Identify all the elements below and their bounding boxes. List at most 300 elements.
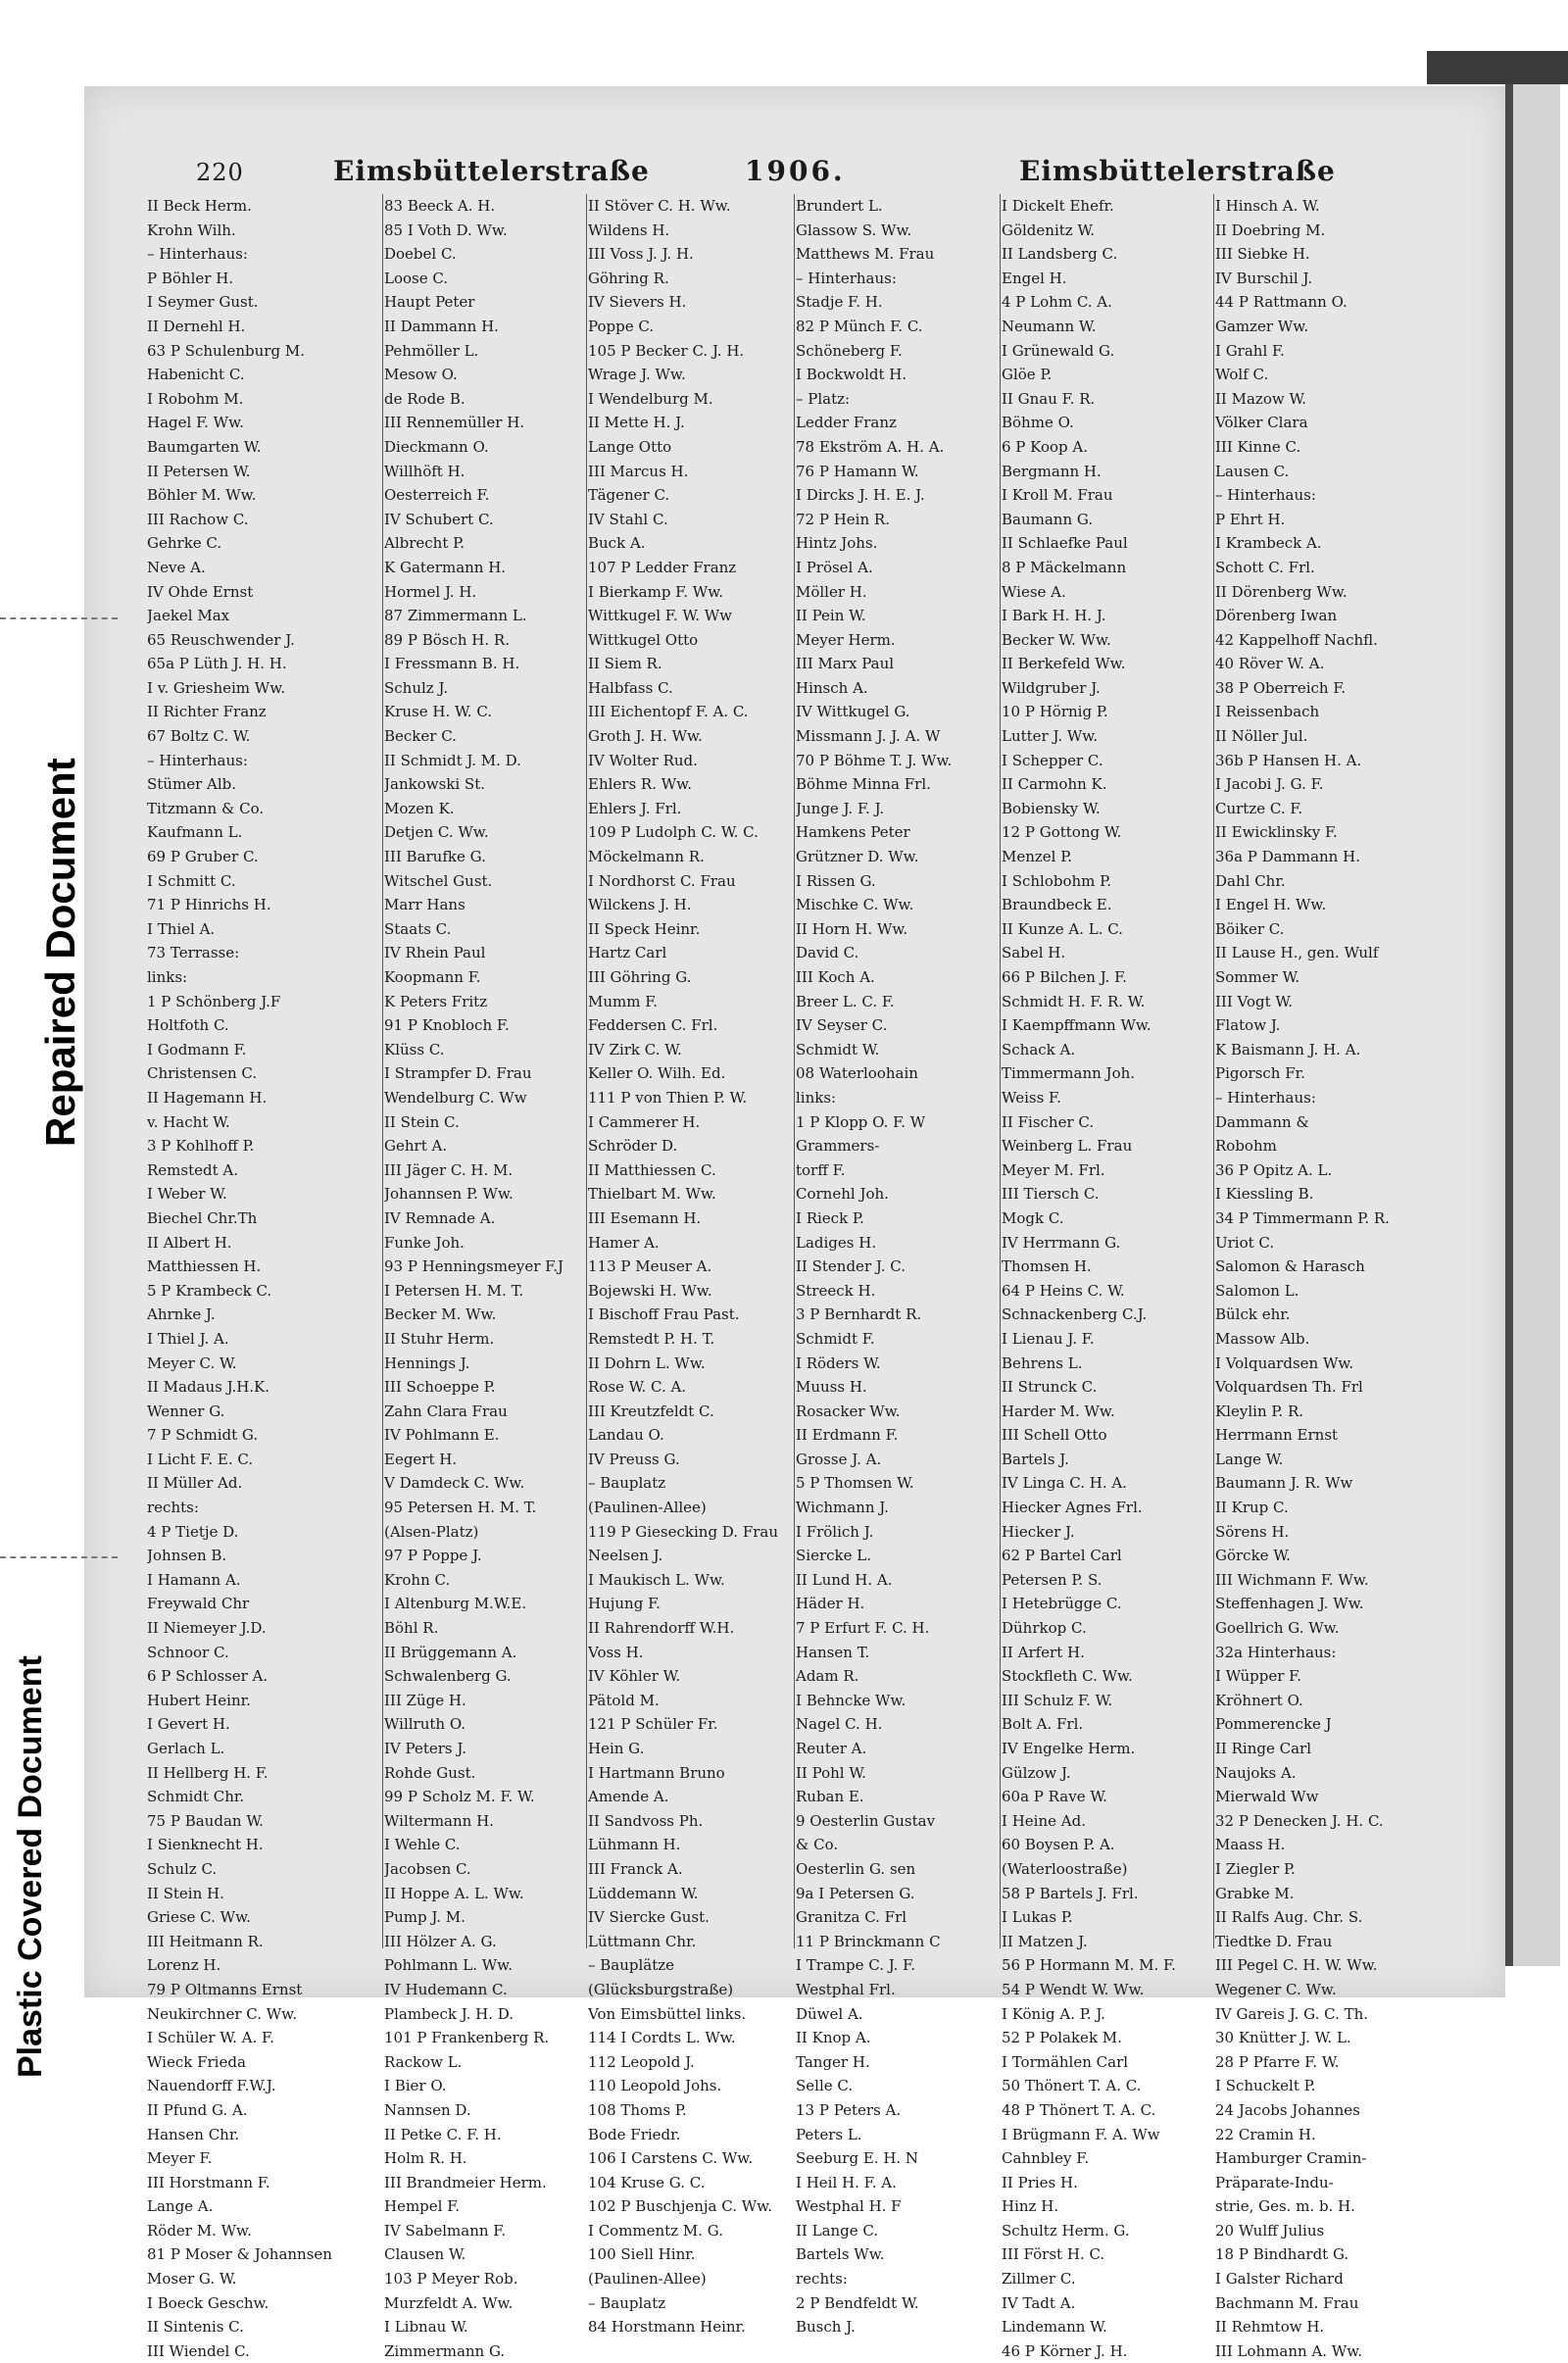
directory-entry: 1 P Schönberg J.F [147, 992, 281, 1010]
directory-entry: 18 P Bindhardt G. [1215, 2245, 1349, 2264]
directory-entry: 08 Waterloohain [796, 1064, 918, 1083]
directory-entry: Nannsen D. [384, 2100, 471, 2119]
directory-entry: I Hinsch A. W. [1215, 197, 1320, 215]
directory-entry: 62 P Bartel Carl [1002, 1547, 1122, 1565]
directory-entry: I Bierkamp F. Ww. [588, 582, 724, 601]
directory-entry: Nauendorff F.W.J. [147, 2077, 276, 2095]
directory-entry: – Hinterhaus: [147, 751, 248, 769]
directory-entry: I Altenburg M.W.E. [384, 1595, 527, 1613]
directory-entry: I Heine Ad. [1002, 1811, 1086, 1830]
directory-entry: Willruth O. [384, 1715, 466, 1734]
directory-entry: II Arfert H. [1002, 1643, 1085, 1661]
directory-entry: Rose W. C. A. [588, 1378, 687, 1397]
directory-entry: Wildgruber J. [1002, 678, 1101, 697]
directory-entry: I Bier O. [384, 2077, 447, 2095]
directory-entry: Bartels J. [1002, 1450, 1069, 1468]
directory-entry: II Nöller Jul. [1215, 727, 1308, 746]
directory-entry: & Co. [796, 1836, 839, 1854]
directory-entry: III Först H. C. [1002, 2245, 1105, 2264]
directory-entry: Göhring R. [588, 269, 669, 287]
directory-entry: Sommer W. [1215, 968, 1300, 986]
directory-entry: 66 P Bilchen J. F. [1002, 968, 1127, 986]
directory-entry: I Rissen G. [796, 871, 876, 890]
directory-entry: II Brüggemann A. [384, 1643, 517, 1661]
directory-entry: III Züge H. [384, 1691, 466, 1709]
directory-entry: Keller O. Wilh. Ed. [588, 1064, 726, 1083]
directory-entry: I Godmann F. [147, 1040, 247, 1058]
directory-entry: 103 P Meyer Rob. [384, 2270, 518, 2289]
dashed-marker-bottom [0, 1556, 118, 1558]
directory-entry: IV Hudemann C. [384, 1980, 508, 1998]
directory-entry: I Ziegler P. [1215, 1859, 1296, 1878]
directory-entry: Bergmann H. [1002, 462, 1102, 480]
directory-entry: Behrens L. [1002, 1354, 1083, 1372]
directory-entry: 13 P Peters A. [796, 2100, 902, 2119]
directory-entry: 5 P Thomsen W. [796, 1474, 914, 1493]
directory-entry: Neelsen J. [588, 1547, 663, 1565]
directory-entry: 102 P Buschjenja C. Ww. [588, 2197, 772, 2216]
directory-entry: Hinsch A. [796, 678, 868, 697]
directory-entry: I Heil H. F. A. [796, 2173, 897, 2191]
directory-entry: III Lohmann A. Ww. [1215, 2341, 1363, 2360]
directory-entry: Meyer M. Frl. [1002, 1160, 1105, 1179]
directory-entry: I Grahl F. [1215, 341, 1285, 360]
directory-entry: Wrage J. Ww. [588, 366, 686, 384]
directory-entry: strie, Ges. m. b. H. [1215, 2197, 1355, 2216]
directory-entry: III Siebke H. [1215, 245, 1310, 264]
directory-entry: Kruse H. W. C. [384, 703, 493, 721]
directory-entry: Mumm F. [588, 992, 659, 1010]
directory-entry: II Mazow W. [1215, 389, 1307, 408]
directory-entry: 79 P Oltmanns Ernst [147, 1980, 303, 1998]
directory-entry: I Fressmann B. H. [384, 655, 520, 673]
directory-entry: II Stöver C. H. Ww. [588, 197, 731, 215]
directory-entry: III Hölzer A. G. [384, 1932, 497, 1950]
directory-entry: Ledder Franz [796, 414, 897, 432]
directory-entry: Lange Otto [588, 437, 672, 456]
directory-entry: III Kinne C. [1215, 437, 1301, 456]
directory-entry: Adam R. [796, 1667, 859, 1686]
directory-entry: II Dohrn L. Ww. [588, 1354, 706, 1372]
directory-entry: I Schmitt C. [147, 871, 236, 890]
page-edge-dark [1505, 84, 1513, 1966]
directory-entry: 36b P Hansen H. A. [1215, 751, 1362, 769]
directory-entry: 109 P Ludolph C. W. C. [588, 823, 759, 842]
directory-entry: Jankowski St. [384, 775, 486, 794]
directory-entry: Schmidt F. [796, 1329, 875, 1348]
directory-entry: Holtfoth C. [147, 1016, 229, 1035]
directory-entry: Murzfeldt A. Ww. [384, 2293, 514, 2312]
directory-entry: Hennings J. [384, 1354, 470, 1372]
directory-entry: I v. Griesheim Ww. [147, 678, 286, 697]
directory-entry: Breer L. C. F. [796, 992, 895, 1010]
directory-entry: P Ehrt H. [1215, 510, 1286, 528]
directory-entry: Hartz Carl [588, 944, 667, 962]
directory-entry: I Petersen H. M. T. [384, 1281, 524, 1300]
directory-entry: Habenicht C. [147, 366, 245, 384]
directory-entry: Hiecker J. [1002, 1522, 1075, 1541]
directory-entry: K Gatermann H. [384, 558, 507, 576]
directory-entry: III Marx Paul [796, 655, 895, 673]
directory-entry: 58 P Bartels J. Frl. [1002, 1884, 1139, 1902]
directory-entry: II Berkefeld Ww. [1002, 655, 1126, 673]
directory-entry: Matthews M. Frau [796, 245, 935, 264]
directory-entry: Christensen C. [147, 1064, 258, 1083]
directory-entry: IV Ohde Ernst [147, 582, 254, 601]
directory-entry: Wilckens J. H. [588, 896, 692, 914]
directory-entry: I Sienknecht H. [147, 1836, 264, 1854]
directory-entry: Tägener C. [588, 486, 670, 505]
directory-entry: Baumann J. R. Ww [1215, 1474, 1353, 1493]
directory-entry: 44 P Rattmann O. [1215, 293, 1348, 312]
directory-entry: Halbfass C. [588, 678, 673, 697]
directory-entry: IV Wittkugel G. [796, 703, 910, 721]
directory-entry: 93 P Henningsmeyer F.J [384, 1257, 564, 1276]
directory-entry: Cornehl Joh. [796, 1185, 889, 1204]
directory-entry: 71 P Hinrichs H. [147, 896, 271, 914]
directory-entry: IV Stahl C. [588, 510, 668, 528]
directory-entry: Junge J. F. J. [796, 799, 885, 817]
directory-entry: Dörenberg Iwan [1215, 607, 1338, 625]
directory-entry: I Lienau J. F. [1002, 1329, 1095, 1348]
directory-entry: Grammers- [796, 1137, 880, 1156]
directory-entry: – Bauplatz [588, 1474, 666, 1493]
directory-entry: – Bauplatz [588, 2293, 666, 2312]
directory-entry: II Müller Ad. [147, 1474, 243, 1493]
directory-entry: IV Burschil J. [1215, 269, 1313, 287]
directory-entry: 84 Horstmann Heinr. [588, 2318, 746, 2337]
directory-entry: Peters L. [796, 2125, 862, 2143]
directory-entry: I Trampe C. J. F. [796, 1956, 915, 1975]
directory-entry: 65 Reuschwender J. [147, 630, 295, 649]
directory-entry: rechts: [796, 2270, 848, 2289]
directory-entry: Hamburger Cramin- [1215, 2149, 1367, 2168]
directory-entry: Nagel C. H. [796, 1715, 883, 1734]
directory-entry: II Gnau F. R. [1002, 389, 1096, 408]
directory-entry: Witschel Gust. [384, 871, 493, 890]
directory-entry: Volquardsen Th. Frl [1215, 1378, 1363, 1397]
directory-entry: 20 Wulff Julius [1215, 2221, 1325, 2240]
directory-entry: II Doebring M. [1215, 221, 1326, 239]
directory-entry: Oesterreich F. [384, 486, 490, 505]
directory-entry: Holm R. H. [384, 2149, 467, 2168]
directory-entry: 65a P Lüth J. H. H. [147, 655, 287, 673]
directory-entry: 91 P Knobloch F. [384, 1016, 510, 1035]
directory-entry: Remstedt P. H. T. [588, 1329, 715, 1348]
directory-entry: P Böhler H. [147, 269, 234, 287]
directory-entry: Haupt Peter [384, 293, 475, 312]
directory-entry: Harder M. Ww. [1002, 1402, 1115, 1420]
directory-entry: Hamer A. [588, 1233, 660, 1252]
directory-entry: Plambeck J. H. D. [384, 2004, 514, 2023]
directory-entry: IV Peters J. [384, 1740, 466, 1757]
directory-entry: II Ralfs Aug. Chr. S. [1215, 1908, 1363, 1927]
directory-entry: Lühmann H. [588, 1836, 681, 1854]
directory-entry: 10 P Hörnig P. [1002, 703, 1108, 721]
directory-entry: Lange W. [1215, 1450, 1284, 1468]
directory-entry: Lutter J. Ww. [1002, 727, 1099, 746]
directory-entry: III Horstmann F. [147, 2173, 270, 2191]
directory-entry: I Volquardsen Ww. [1215, 1354, 1354, 1372]
directory-entry: Krohn Wilh. [147, 221, 236, 239]
directory-entry: Muuss H. [796, 1378, 867, 1397]
directory-entry: II Schlaefke Paul [1002, 534, 1128, 553]
directory-entry: Mierwald Ww [1215, 1788, 1319, 1806]
directory-entry: Böhme Minna Frl. [796, 775, 931, 794]
directory-entry: 9a I Petersen G. [796, 1884, 915, 1902]
directory-entry: Meyer C. W. [147, 1354, 237, 1372]
directory-entry: 112 Leopold J. [588, 2052, 695, 2071]
directory-entry: III Kreutzfeldt C. [588, 1402, 714, 1420]
directory-entry: 1 P Klopp O. F. W [796, 1112, 926, 1131]
directory-entry: II Kunze A. L. C. [1002, 919, 1123, 938]
directory-entry: II Krup C. [1215, 1499, 1289, 1517]
directory-entry: Lüttmann Chr. [588, 1932, 697, 1950]
directory-entry: Westphal H. F [796, 2197, 902, 2216]
directory-column-5 [1002, 194, 1215, 2363]
directory-entry: II Fischer C. [1002, 1112, 1095, 1131]
directory-entry: Schnoor C. [147, 1643, 229, 1661]
directory-entry: I Schepper C. [1002, 751, 1103, 769]
directory-entry: Westphal Frl. [796, 1980, 896, 1998]
directory-entry: Hiecker Agnes Frl. [1002, 1499, 1143, 1517]
directory-entry: 76 P Hamann W. [796, 462, 919, 480]
directory-entry: II Ewicklinsky F. [1215, 823, 1338, 842]
directory-entry: links: [147, 968, 188, 986]
directory-entry: Pump J. M. [384, 1908, 466, 1927]
directory-entry: I Hetebrügge C. [1002, 1595, 1122, 1613]
directory-entry: Brundert L. [796, 197, 883, 215]
directory-entry: Thomsen H. [1002, 1257, 1092, 1276]
directory-entry: I Prösel A. [796, 558, 873, 576]
directory-entry: – Hinterhaus: [147, 245, 248, 264]
directory-entry: Wittkugel Otto [588, 630, 699, 649]
repaired-document-label: Repaired Document [37, 758, 83, 1147]
directory-entry: I Schlobohm P. [1002, 871, 1111, 890]
directory-entry: 121 P Schüler Fr. [588, 1715, 718, 1734]
directory-entry: Moser G. W. [147, 2270, 237, 2289]
directory-entry: I Weber W. [147, 1185, 227, 1204]
directory-entry: 60 Boysen P. A. [1002, 1836, 1115, 1854]
directory-entry: III Schulz F. W. [1002, 1691, 1113, 1709]
directory-entry: Sabel H. [1002, 944, 1066, 962]
directory-entry: Herrmann Ernst [1215, 1426, 1339, 1445]
directory-entry: Gamzer Ww. [1215, 317, 1309, 335]
directory-entry: Becker C. [384, 727, 457, 746]
directory-entry: Engel H. [1002, 269, 1067, 287]
directory-entry: Glassow S. Ww. [796, 221, 912, 239]
directory-entry: Loose C. [384, 269, 449, 287]
directory-entry: II Stender J. C. [796, 1257, 906, 1276]
directory-entry: IV Wolter Rud. [588, 751, 698, 769]
directory-entry: III Vogt W. [1215, 992, 1293, 1010]
directory-entry: III Franck A. [588, 1859, 683, 1878]
directory-entry: (Paulinen-Allee) [588, 1499, 707, 1517]
directory-entry: Gerlach L. [147, 1740, 225, 1757]
directory-entry: I Wehle C. [384, 1836, 461, 1854]
directory-entry: 11 P Brinckmann C [796, 1932, 941, 1950]
directory-entry: Hempel F. [384, 2197, 461, 2216]
directory-entry: – Platz: [796, 389, 851, 408]
directory-entry: II Petersen W. [147, 462, 251, 480]
directory-column-2 [384, 194, 588, 2363]
plastic-covered-label: Plastic Covered Document [12, 1655, 49, 2078]
directory-entry: 56 P Hormann M. M. F. [1002, 1956, 1176, 1975]
directory-entry: Kleylin P. R. [1215, 1402, 1304, 1420]
directory-entry: Salomon & Harasch [1215, 1257, 1365, 1276]
directory-entry: Wildens H. [588, 221, 670, 239]
directory-entry: I Jacobi J. G. F. [1215, 775, 1324, 794]
directory-entry: IV Schubert C. [384, 510, 494, 528]
directory-entry: I Boeck Geschw. [147, 2293, 270, 2312]
directory-entry: I Hamann A. [147, 1570, 241, 1589]
directory-entry: Wiltermann H. [384, 1811, 494, 1830]
directory-entry: II Stuhr Herm. [384, 1329, 495, 1348]
directory-entry: Schott C. Frl. [1215, 558, 1315, 576]
directory-entry: I Krambeck A. [1215, 534, 1322, 553]
directory-entry: Schöneberg F. [796, 341, 903, 360]
directory-entry: Schultz Herm. G. [1002, 2221, 1130, 2240]
directory-entry: Dieckmann O. [384, 437, 489, 456]
directory-entry: Hamkens Peter [796, 823, 910, 842]
directory-entry: Salomon L. [1215, 1281, 1299, 1300]
directory-entry: Meyer F. [147, 2149, 213, 2168]
directory-entry: Petersen P. S. [1002, 1570, 1102, 1589]
directory-entry: II Horn H. Ww. [796, 919, 908, 938]
directory-entry: Schmidt H. F. R. W. [1002, 992, 1146, 1010]
directory-entry: III Barufke G. [384, 848, 486, 866]
directory-entry: II Petke C. F. H. [384, 2125, 502, 2143]
directory-entry: Bobiensky W. [1002, 799, 1101, 817]
directory-entry: Wieck Frieda [147, 2052, 246, 2071]
directory-entry: III Koch A. [796, 968, 875, 986]
directory-entry: Grützner D. Ww. [796, 848, 919, 866]
directory-entry: Böiker C. [1215, 919, 1285, 938]
directory-entry: 36a P Dammann H. [1215, 848, 1360, 866]
directory-entry: Pommerencke J [1215, 1715, 1332, 1734]
directory-entry: Timmermann Joh. [1002, 1064, 1136, 1083]
directory-entry: 48 P Thönert T. A. C. [1002, 2100, 1156, 2119]
directory-entry: Glöe P. [1002, 366, 1053, 384]
directory-entry: Dammann & [1215, 1112, 1309, 1131]
directory-entry: Rohde Gust. [384, 1763, 476, 1782]
directory-entry: Remstedt A. [147, 1160, 238, 1179]
directory-entry: Röder M. Ww. [147, 2221, 252, 2240]
directory-entry: Massow Alb. [1215, 1329, 1310, 1348]
directory-entry: Gülzow J. [1002, 1763, 1071, 1782]
directory-entry: Pigorsch Fr. [1215, 1064, 1305, 1083]
directory-entry: IV Engelke Herm. [1002, 1740, 1136, 1757]
directory-entry: II Stein H. [147, 1884, 224, 1902]
directory-entry: II Pfund G. A. [147, 2100, 248, 2119]
directory-entry: I Tormählen Carl [1002, 2052, 1129, 2071]
scanner-corner-bar [1427, 51, 1568, 84]
directory-entry: Koopmann F. [384, 968, 481, 986]
directory-entry: K Baismann J. H. A. [1215, 1040, 1361, 1058]
directory-entry: 101 P Frankenberg R. [384, 2029, 550, 2047]
directory-entry: II Speck Heinr. [588, 919, 701, 938]
directory-entry: Stümer Alb. [147, 775, 237, 794]
directory-entry: Amende A. [588, 1788, 669, 1806]
directory-entry: (Alsen-Platz) [384, 1522, 479, 1541]
directory-entry: 3 P Kohlhoff P. [147, 1137, 255, 1156]
directory-entry: 108 Thoms P. [588, 2100, 687, 2119]
directory-entry: Gehrt A. [384, 1137, 448, 1156]
directory-entry: Baumgarten W. [147, 437, 262, 456]
directory-entry: Hubert Heinr. [147, 1691, 251, 1709]
directory-entry: Wolf C. [1215, 366, 1269, 384]
directory-entry: I Maukisch L. Ww. [588, 1570, 725, 1589]
directory-entry: Schulz J. [384, 678, 449, 697]
directory-entry: Buck A. [588, 534, 646, 553]
directory-entry: Grosse J. A. [796, 1450, 882, 1468]
directory-entry: II Dernehl H. [147, 317, 246, 335]
directory-entry: III Marcus H. [588, 462, 689, 480]
directory-entry: 7 P Erfurt F. C. H. [796, 1619, 930, 1638]
directory-entry: Böhme O. [1002, 414, 1074, 432]
directory-entry: Von Eimsbüttel links. [588, 2004, 747, 2023]
directory-entry: IV Zirk C. W. [588, 1040, 682, 1058]
directory-entry: II Mette H. J. [588, 414, 685, 432]
directory-entry: Bülck ehr. [1215, 1305, 1291, 1324]
directory-entry: Doebel C. [384, 245, 457, 264]
directory-entry: Schmidt Chr. [147, 1788, 245, 1806]
directory-entry: Mogk C. [1002, 1208, 1064, 1227]
directory-entry: (Waterloostraße) [1002, 1859, 1128, 1878]
directory-entry: Pohlmann L. Ww. [384, 1956, 513, 1975]
directory-entry: Pehmöller L. [384, 341, 479, 360]
directory-entry: I Seymer Gust. [147, 293, 259, 312]
running-title-right: Eimsbüttelerstraße [1019, 155, 1336, 187]
directory-entry: II Richter Franz [147, 703, 267, 721]
directory-entry: I Röders W. [796, 1354, 881, 1372]
directory-entry: 36 P Opitz A. L. [1215, 1160, 1333, 1179]
directory-entry: II Hellberg H. F. [147, 1763, 269, 1782]
directory-entry: Hansen Chr. [147, 2125, 240, 2143]
directory-entry: 113 P Meuser A. [588, 1257, 712, 1276]
directory-entry: IV Seyser C. [796, 1016, 888, 1035]
directory-entry: II Stein C. [384, 1112, 460, 1131]
directory-entry: Schröder D. [588, 1137, 678, 1156]
directory-entry: 8 P Mäckelmann [1002, 558, 1127, 576]
directory-entry: I Grünewald G. [1002, 341, 1115, 360]
directory-entry: Weinberg L. Frau [1002, 1137, 1133, 1156]
directory-entry: Missmann J. J. A. W [796, 727, 941, 746]
directory-entry: Baumann G. [1002, 510, 1094, 528]
directory-entry: links: [796, 1088, 837, 1107]
directory-entry: 3 P Bernhardt R. [796, 1305, 922, 1324]
directory-entry: 78 Ekström A. H. A. [796, 437, 945, 456]
directory-entry: II Rahrendorff W.H. [588, 1619, 735, 1638]
directory-entry: II Lause H., gen. Wulf [1215, 944, 1379, 962]
directory-entry: Dahl Chr. [1215, 871, 1286, 890]
directory-entry: Menzel P. [1002, 848, 1073, 866]
directory-entry: IV Sabelmann F. [384, 2221, 507, 2240]
directory-entry: Seeburg E. H. N [796, 2149, 919, 2168]
directory-entry: rechts: [147, 1499, 199, 1517]
directory-entry: Lausen C. [1215, 462, 1290, 480]
directory-entry: II Sintenis C. [147, 2318, 244, 2337]
directory-entry: Braundbeck E. [1002, 896, 1112, 914]
directory-entry: II Albert H. [147, 1233, 232, 1252]
directory-entry: II Niemeyer J.D. [147, 1619, 267, 1638]
directory-entry: 104 Kruse G. C. [588, 2173, 706, 2191]
directory-entry: I Strampfer D. Frau [384, 1064, 532, 1083]
directory-entry: I Bark H. H. J. [1002, 607, 1106, 625]
directory-entry: III Wiendel C. [147, 2341, 250, 2360]
directory-entry: II Dammann H. [384, 317, 499, 335]
directory-entry: Reuter A. [796, 1740, 867, 1757]
